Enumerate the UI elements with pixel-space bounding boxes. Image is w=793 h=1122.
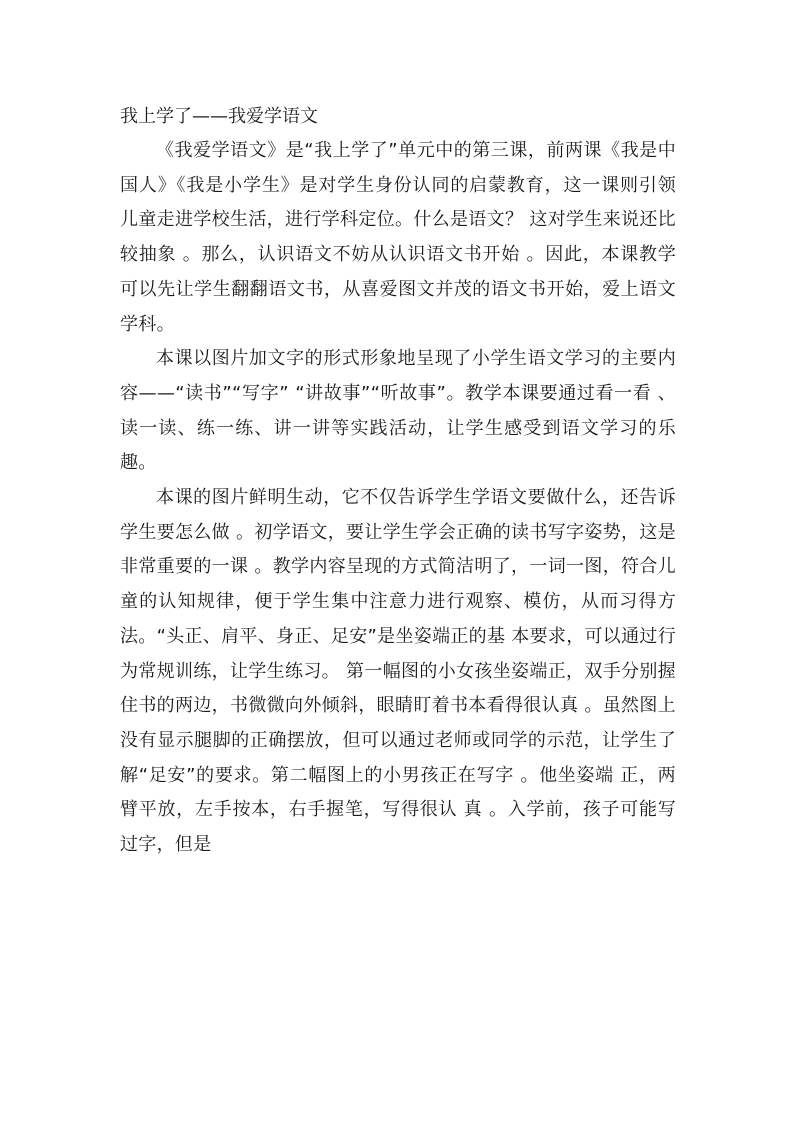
paragraph-intro: 《我爱学语文》是“我上学了”单元中的第三课，前两课《我是中国人》《我是小学生》是对学生身份认同的启蒙教育，这一课则引领儿童走进学校生活，进行学科定位。什么是语文？ 这对学生来说还比较抽象 。那么，认识语文不妨从认识语文书开始 。因此，本课教学可以先让学生翻翻语文书，从喜爱图文并茂的语文书开始，爱上语文学科。 [120, 140, 676, 335]
paragraph-content: 本课以图片加文字的形式形象地呈现了小学生语文学习的主要内容——“读书”“写字” “讲故事”“听故事”。教学本课要通过看一看 、读一读、练一练、讲一讲等实践活动，让学生感受到语文学习的乐趣。 [120, 348, 676, 474]
document-body [120, 100, 676, 863]
document-title: 我上学了——我爱学语文 [120, 106, 318, 127]
paragraph-illustrations: 本课的图片鲜明生动，它不仅告诉学生学语文要做什么，还告诉学生要怎么做 。初学语文，要让学生学会正确的读书写字姿势，这是非常重要的一课 。教学内容呈现的方式简洁明了，一词一图，符合儿童的认知规律，便于学生集中注意力进行观察、模仿，从而习得方法。“头正、肩平、身正、足安”是坐姿端正的基 本要求，可以通过行为常规训练，让学生练习。 第一幅图的小女孩坐姿端正，双手分别握住书的两边，书微微向外倾斜，眼睛盯着书本看得很认真 。虽然图上没有显示腿脚的正确摆放，但可以通过老师或同学的示范，让学生了解“足安”的要求。第二幅图上的小男孩正在写字 。他坐姿端 正，两臂平放，左手按本，右手握笔，写得很认 真 。入学前，孩子可能写过字，但是 [120, 487, 676, 856]
